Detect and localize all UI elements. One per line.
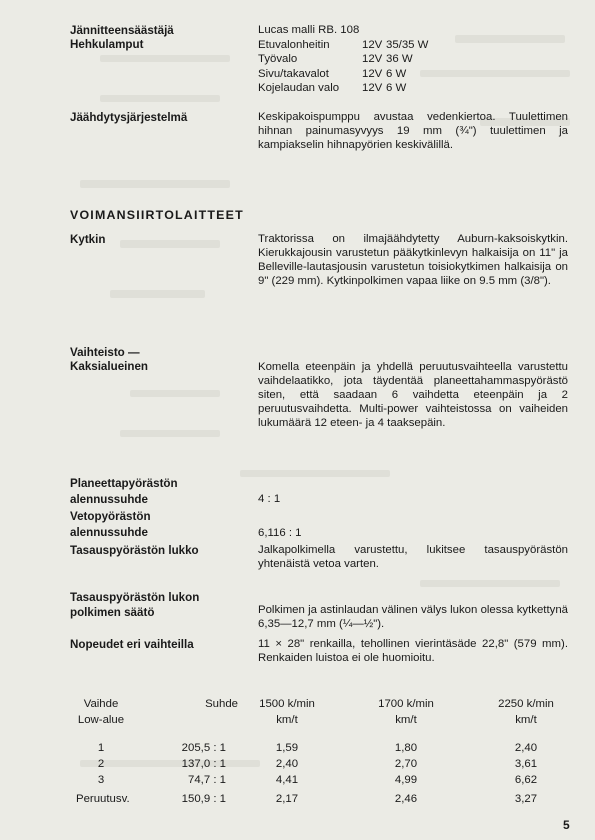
final-drive-label-line2: alennussuhde: [70, 526, 148, 539]
voltage-regulator-value: Lucas malli RB. 108: [258, 24, 360, 36]
header-1500: 1500 k/min: [259, 698, 315, 710]
gearbox-label-line1: Vaihteisto —: [70, 346, 140, 359]
cell-1700: 1,80: [394, 742, 418, 754]
cell-1700: 2,70: [394, 758, 418, 770]
table-row: [76, 740, 576, 756]
header-gear: Vaihde: [83, 698, 119, 710]
planetary-label-line1: Planeettapyörästön: [70, 477, 178, 490]
cell-1700: 4,99: [394, 774, 418, 786]
final-drive-label-line1: Vetopyörästön: [70, 510, 151, 523]
bulb-name: Etuvalonheitin: [258, 39, 330, 51]
cell-2250: 3,61: [514, 758, 538, 770]
diff-lock-label: Tasauspyörästön lukko: [70, 544, 199, 557]
voltage-regulator-label: Jännitteensäästäjä: [70, 24, 174, 37]
speeds-value: 11 × 28" renkailla, tehollinen vierintäsäde 22,8" (579 mm). Renkaiden luistoa ei ole huomioitu.: [258, 638, 568, 664]
bulb-volts: 12V: [362, 39, 383, 51]
cell-1500: 4,41: [275, 774, 299, 786]
bulb-volts: 12V: [362, 53, 383, 66]
diff-lock-value: Jalkapolkimella varustettu, lukitsee tasauspyörästön yhtenäistä vetoa varten.: [258, 544, 568, 570]
bulb-volts: 12V: [362, 67, 383, 80]
header-ratio: Suhde: [205, 698, 238, 710]
cell-gear: 3: [97, 774, 105, 786]
bulb-row: [258, 52, 428, 66]
bulb-watts: 35/35 W: [386, 39, 429, 51]
speeds-label: Nopeudet eri vaihteilla: [70, 638, 194, 651]
bulb-name: Sivu/takavalot: [258, 67, 329, 80]
table-header-row: [76, 712, 576, 728]
table-row: [76, 772, 576, 788]
cell-2250: 2,40: [514, 742, 538, 754]
diff-lock-pedal-label-line2: polkimen säätö: [70, 606, 155, 619]
cell-ratio: 150,9 : 1: [181, 793, 226, 805]
bulb-watts: 6 W: [386, 67, 407, 80]
header-1700: 1700 k/min: [378, 698, 434, 710]
cell-2250: 3,27: [514, 793, 538, 805]
bulbs-label: Hehkulamput: [70, 38, 144, 51]
table-header-row: [76, 696, 576, 712]
bulb-volts: 12V: [362, 82, 383, 95]
table-row: [76, 756, 576, 772]
bulb-watts: 36 W: [386, 53, 413, 66]
bulb-row: [258, 67, 428, 81]
header-2250-unit: km/t: [515, 714, 537, 726]
clutch-value: Traktorissa on ilmajäähdytetty Auburn-kaksoiskytkin. Kierukkajousin varustetun pääkytkinlevyn halkaisija on 11" ja Belleville-lautasjousin varustetun toisiokytkimen halkaisija on 9" (229 mm). Kytkinpolkimen vapaa liike on 9.5 mm (3/8").: [258, 233, 568, 287]
header-1500-unit: km/t: [276, 714, 298, 726]
header-1700-unit: km/t: [395, 714, 417, 726]
cell-gear: 2: [97, 758, 105, 770]
cooling-system-label: Jäähdytysjärjestelmä: [70, 111, 188, 124]
clutch-label: Kytkin: [70, 233, 106, 246]
diff-lock-pedal-label-line1: Tasauspyörästön lukon: [70, 591, 200, 604]
cell-1500: 2,40: [275, 758, 299, 770]
bulb-name: Kojelaudan valo: [258, 82, 340, 95]
cell-1700: 2,46: [394, 793, 418, 805]
table-row: [76, 791, 576, 807]
header-2250: 2250 k/min: [498, 698, 554, 710]
bulb-row: [258, 38, 428, 52]
planetary-ratio-value: 4 : 1: [258, 493, 281, 505]
cell-1500: 1,59: [275, 742, 299, 754]
cell-ratio: 205,5 : 1: [181, 742, 226, 754]
diff-lock-pedal-value: Polkimen ja astinlaudan välinen välys lukon olessa kytkettynä 6,35—12,7 mm (¼—½").: [258, 604, 568, 630]
header-low-range: Low-alue: [77, 714, 125, 726]
bulb-row: [258, 81, 428, 95]
cell-gear: 1: [97, 742, 105, 754]
section-title: VOIMANSIIRTOLAITTEET: [70, 208, 244, 222]
page-number: 5: [563, 818, 570, 832]
cooling-system-value: Keskipakoispumppu avustaa vedenkiertoa. Tuulettimen hihnan painumasyvyys 19 mm (¾") tuulettimen ja kampiakselin hihnapyörien keskivälillä.: [258, 111, 568, 151]
cell-ratio: 74,7 : 1: [188, 774, 226, 786]
bulbs-list: [258, 38, 428, 96]
gearbox-label-line2: Kaksialueinen: [70, 360, 148, 373]
cell-gear: Peruutusv.: [76, 793, 130, 805]
cell-2250: 6,62: [514, 774, 538, 786]
cell-ratio: 137,0 : 1: [181, 758, 226, 770]
final-drive-ratio-value: 6,116 : 1: [258, 527, 302, 539]
gearbox-value: Komella eteenpäin ja yhdellä peruutusvaihteella varustettu vaihdelaatikko, jota täydentää planeettahammaspyörästö siten, että saadaan 6 vaihdetta eteenpäin ja 2 peruutusvaihdetta. Multi-power vaihteistossa on vaiheiden lukumäärä 12 eteen- ja 4 taaksepäin.: [258, 361, 568, 429]
bulb-name: Työvalo: [258, 53, 298, 66]
bulb-watts: 6 W: [386, 82, 407, 95]
planetary-label-line2: alennussuhde: [70, 493, 148, 506]
cell-1500: 2,17: [275, 793, 299, 805]
